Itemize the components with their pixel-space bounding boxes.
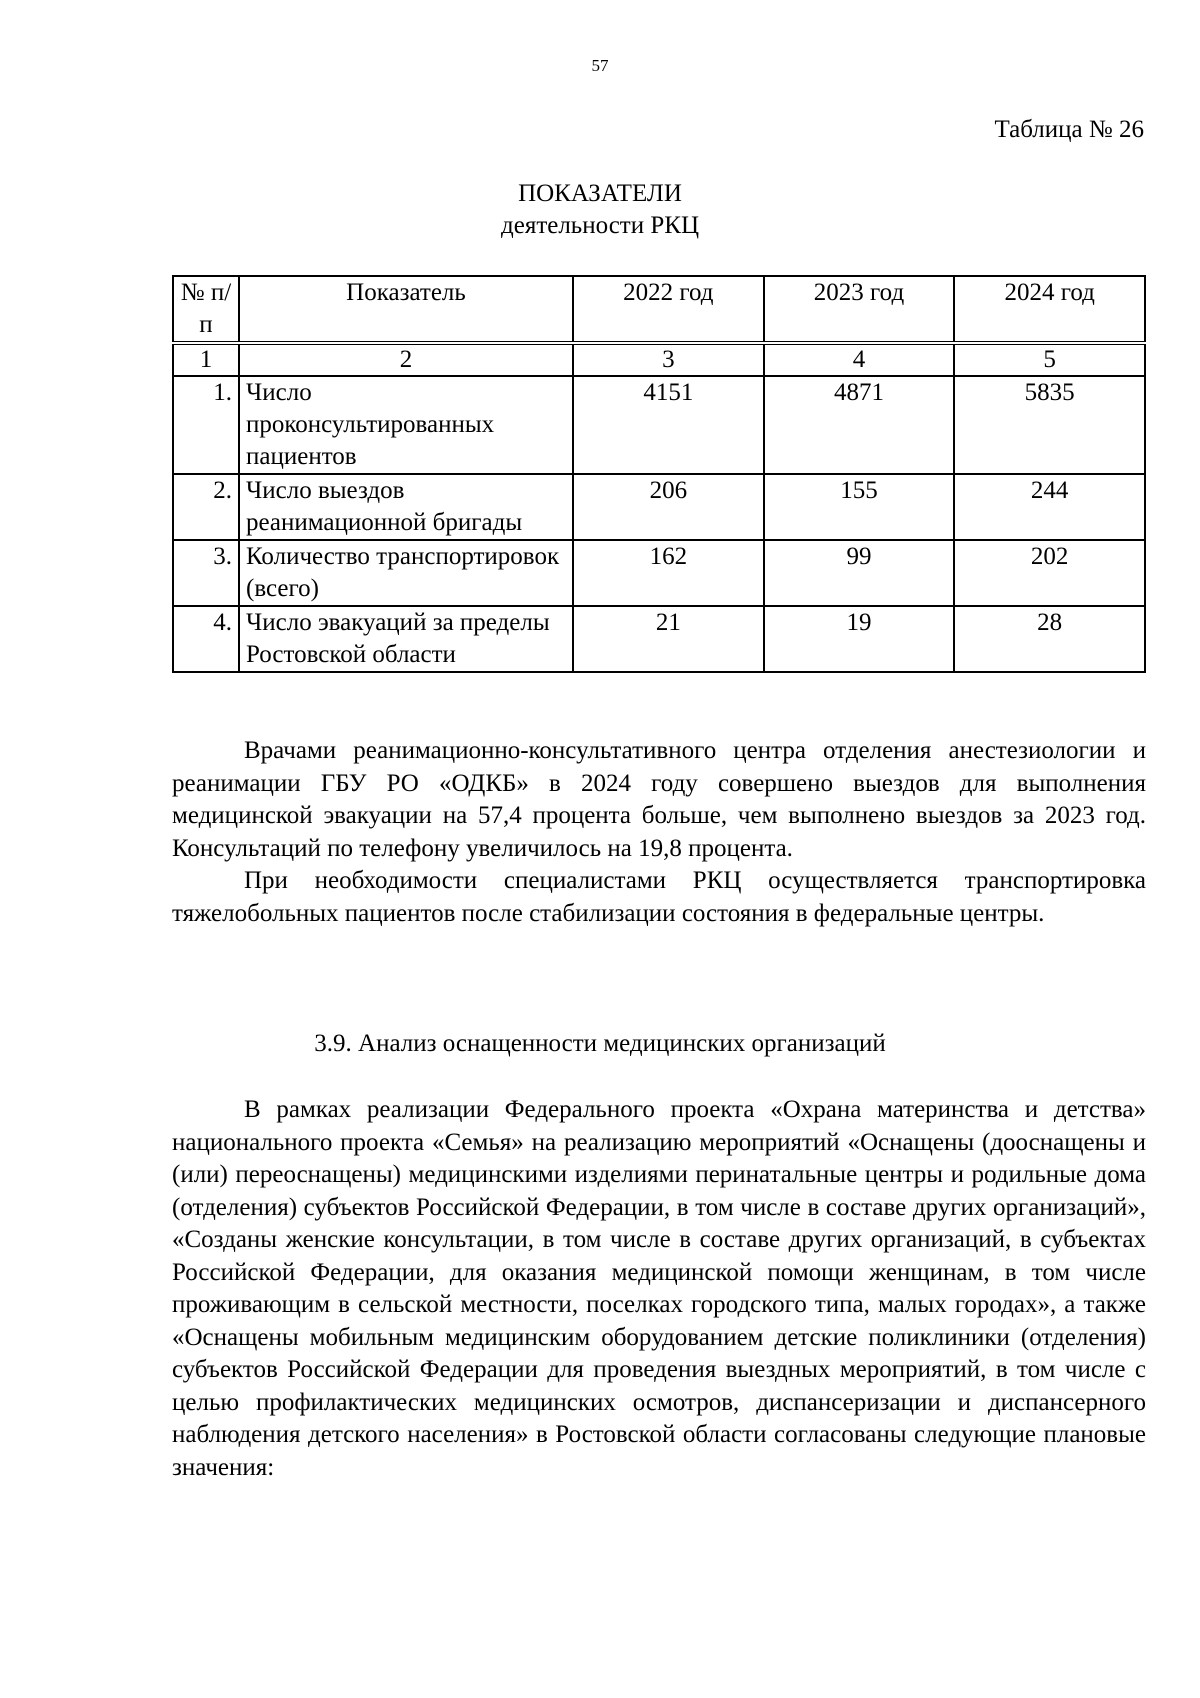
- indicator-name: Число эвакуаций за пределы Ростовской области: [239, 606, 573, 672]
- column-number: 1: [173, 343, 239, 376]
- section-heading: 3.9. Анализ оснащенности медицинских организаций: [314, 1030, 886, 1057]
- row-number: 3.: [173, 540, 239, 606]
- column-number: 2: [239, 343, 573, 376]
- value-2022: 206: [573, 474, 764, 540]
- paragraph: При необходимости специалистами РКЦ осуществляется транспортировка тяжелобольных пациентов после стабилизации состояния в федеральные центры.: [172, 867, 1146, 927]
- header-indicator: Показатель: [239, 276, 573, 343]
- table-title-sub: деятельности РКЦ: [501, 212, 699, 239]
- value-2022: 4151: [573, 376, 764, 474]
- row-number: 4.: [173, 606, 239, 672]
- indicator-name: Количество транспортировок (всего): [239, 540, 573, 606]
- table-header-row: [173, 276, 1145, 343]
- column-number: 3: [573, 343, 764, 376]
- value-2023: 99: [764, 540, 955, 606]
- indicator-name: Число проконсультированных пациентов: [239, 376, 573, 474]
- value-2024: 5835: [954, 376, 1145, 474]
- value-2024: 28: [954, 606, 1145, 672]
- table-row: [173, 376, 1145, 474]
- table-row: [173, 474, 1145, 540]
- value-2022: 21: [573, 606, 764, 672]
- header-2022: 2022 год: [573, 276, 764, 343]
- page-number: 57: [591, 56, 609, 75]
- table-title: [0, 178, 1200, 242]
- row-number: 2.: [173, 474, 239, 540]
- header-number: № п/п: [173, 276, 239, 343]
- table-row: [173, 606, 1145, 672]
- header-2023: 2023 год: [764, 276, 955, 343]
- value-2023: 155: [764, 474, 955, 540]
- table-label: Таблица № 26: [994, 116, 1144, 143]
- paragraph: В рамках реализации Федерального проекта «Охрана материнства и детства» национального проекта «Семья» на реализацию мероприятий «Оснащены (дооснащены и (или) переоснащены) медицинскими изделиями перинатальные центры и родильные дома (отделения) субъектов Российской Федерации, в том числе в составе других организаций», «Созданы женские консультации, в том числе в составе других организаций, в субъектах Российской Федерации, для оказания медицинской помощи женщинам, в том числе проживающим в сельской местности, поселках городского типа, малых городах», а также «Оснащены мобильным медицинским оборудованием детские поликлиники (отделения) субъектов Российской Федерации для проведения выездных мероприятий, в том числе с целью профилактических медицинских осмотров, диспансеризации и диспансерного наблюдения детского населения» в Ростовской области согласованы следующие плановые значения:: [172, 1096, 1146, 1481]
- value-2023: 19: [764, 606, 955, 672]
- row-number: 1.: [173, 376, 239, 474]
- column-number: 5: [954, 343, 1145, 376]
- indicators-table: [172, 275, 1146, 673]
- value-2024: 202: [954, 540, 1145, 606]
- table-title-main: ПОКАЗАТЕЛИ: [518, 180, 682, 207]
- table-row: [173, 540, 1145, 606]
- rkc-description: [172, 735, 1146, 930]
- paragraph: Врачами реанимационно-консультативного центра отделения анестезиологии и реанимации ГБУ РО «ОДКБ» в 2024 году совершено выездов для выполнения медицинской эвакуации на 57,4 процента больше, чем выполнено выездов за 2023 год. Консультаций по телефону увеличилось на 19,8 процента.: [172, 737, 1146, 862]
- column-number: 4: [764, 343, 955, 376]
- section-body: [172, 1094, 1146, 1484]
- value-2024: 244: [954, 474, 1145, 540]
- value-2023: 4871: [764, 376, 955, 474]
- indicator-name: Число выездов реанимационной бригады: [239, 474, 573, 540]
- header-2024: 2024 год: [954, 276, 1145, 343]
- column-numbers-row: [173, 343, 1145, 376]
- value-2022: 162: [573, 540, 764, 606]
